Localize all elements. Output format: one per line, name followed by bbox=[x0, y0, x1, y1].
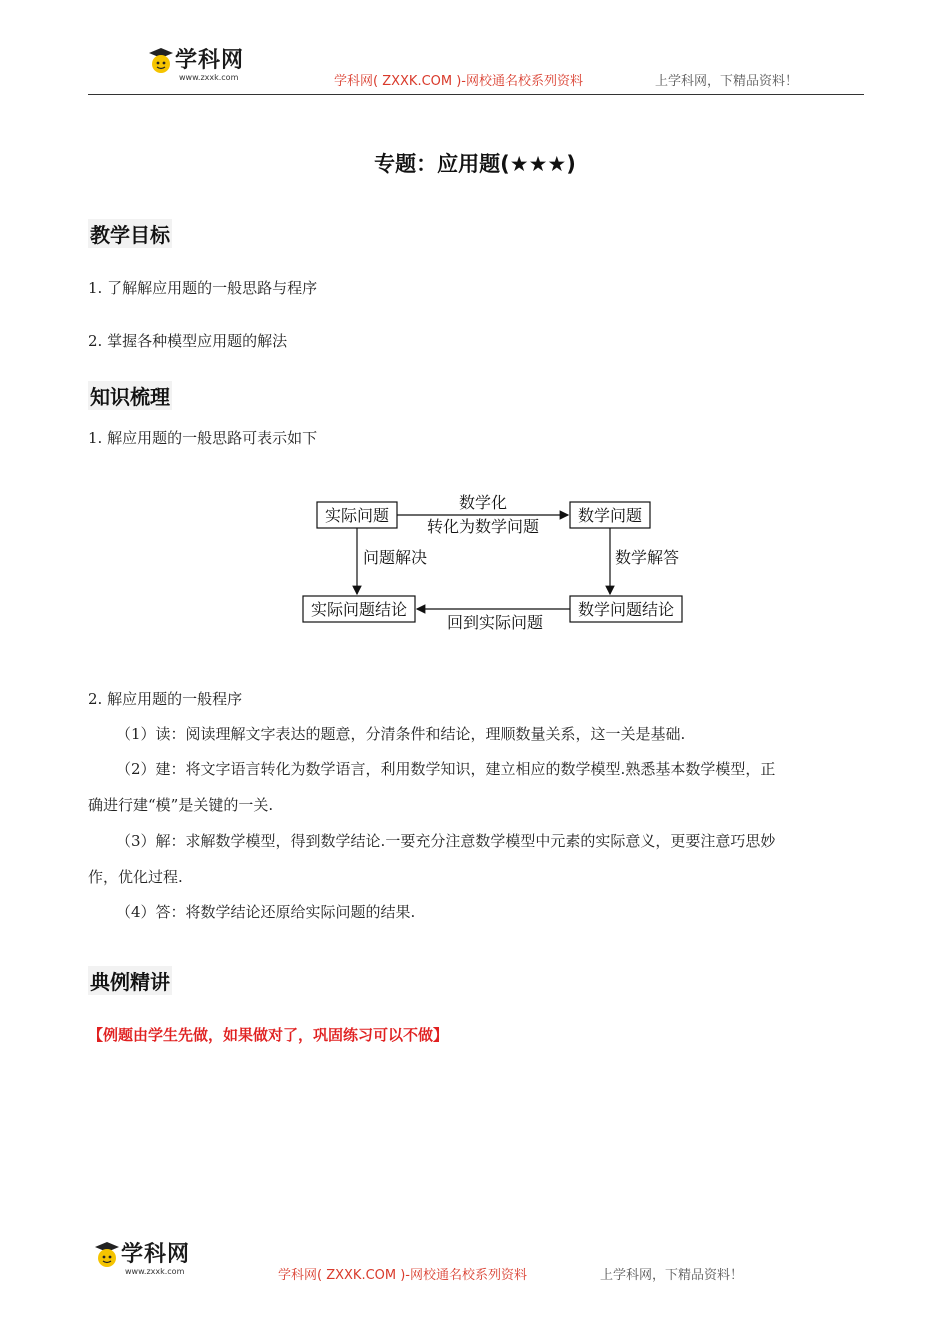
procedure-step-3-line-2: 作，优化过程. bbox=[88, 868, 183, 886]
footer-logo[interactable] bbox=[91, 1240, 191, 1276]
header-slogan-right: 上学科网，下精品资料！ bbox=[655, 74, 799, 89]
procedure-step-1: （1）读：阅读理解文字表达的题意，分清条件和结论，理顺数量关系，这一关是基础. bbox=[116, 725, 686, 743]
procedure-title: 2. 解应用题的一般程序 bbox=[88, 690, 243, 708]
svg-text:数学问题: 数学问题 bbox=[577, 506, 643, 525]
footer-slogan: 学科网( ZXXK.COM )-网校通名校系列资料 bbox=[278, 1268, 527, 1283]
procedure-step-2-line-2: 确进行建“模”是关键的一关. bbox=[88, 796, 274, 814]
box-real-problem bbox=[317, 502, 397, 528]
svg-text:实际问题结论: 实际问题结论 bbox=[310, 600, 408, 619]
procedure-step-2-line-1: （2）建：将文字语言转化为数学语言，利用数学知识，建立相应的数学模型.熟悉基本数学模型，正 bbox=[116, 760, 776, 778]
svg-text:数学问题结论: 数学问题结论 bbox=[577, 600, 675, 619]
procedure-step-4: （4）答：将数学结论还原给实际问题的结果. bbox=[116, 903, 416, 921]
logo-text: 学科网 bbox=[175, 48, 245, 73]
box-real-conclusion bbox=[303, 596, 415, 622]
footer-slogan-right: 上学科网，下精品资料！ bbox=[600, 1268, 744, 1283]
arrow-top-label-1: 数学化 bbox=[458, 493, 508, 512]
procedure-step-3-line-1: （3）解：求解数学模型，得到数学结论.一要充分注意数学模型中元素的实际意义，更要注意巧思妙 bbox=[116, 832, 776, 850]
mascot-icon bbox=[91, 1240, 121, 1270]
section-heading-goals: 教学目标 bbox=[88, 219, 172, 248]
arrow-bottom-label: 回到实际问题 bbox=[446, 613, 544, 632]
page-title: 专题：应用题(★★★) bbox=[374, 152, 576, 176]
knowledge-intro: 1. 解应用题的一般思路可表示如下 bbox=[88, 429, 318, 447]
arrow-right-label: 数学解答 bbox=[615, 548, 680, 567]
header-slogan: 学科网( ZXXK.COM )-网校通名校系列资料 bbox=[334, 74, 583, 89]
footer-logo-url: www.zxxk.com bbox=[125, 1267, 185, 1276]
page-header bbox=[0, 38, 950, 98]
section-heading-knowledge: 知识梳理 bbox=[88, 381, 172, 410]
flow-diagram bbox=[295, 488, 695, 638]
goal-item-2: 2. 掌握各种模型应用题的解法 bbox=[88, 332, 288, 350]
header-divider bbox=[88, 94, 864, 95]
svg-text:实际问题: 实际问题 bbox=[324, 506, 390, 525]
logo-url: www.zxxk.com bbox=[179, 73, 239, 82]
mascot-icon bbox=[145, 46, 175, 76]
section-heading-examples: 典例精讲 bbox=[88, 966, 172, 995]
box-math-problem bbox=[570, 502, 650, 528]
example-note: 【例题由学生先做，如果做对了，巩固练习可以不做】 bbox=[88, 1026, 449, 1044]
box-math-conclusion bbox=[570, 596, 682, 622]
arrow-top-label-2: 转化为数学问题 bbox=[426, 517, 540, 536]
page-footer bbox=[0, 1234, 950, 1294]
site-logo[interactable] bbox=[145, 46, 245, 82]
arrow-left-label: 问题解决 bbox=[363, 548, 428, 567]
footer-logo-text: 学科网 bbox=[121, 1242, 191, 1267]
goal-item-1: 1. 了解解应用题的一般思路与程序 bbox=[88, 279, 318, 297]
